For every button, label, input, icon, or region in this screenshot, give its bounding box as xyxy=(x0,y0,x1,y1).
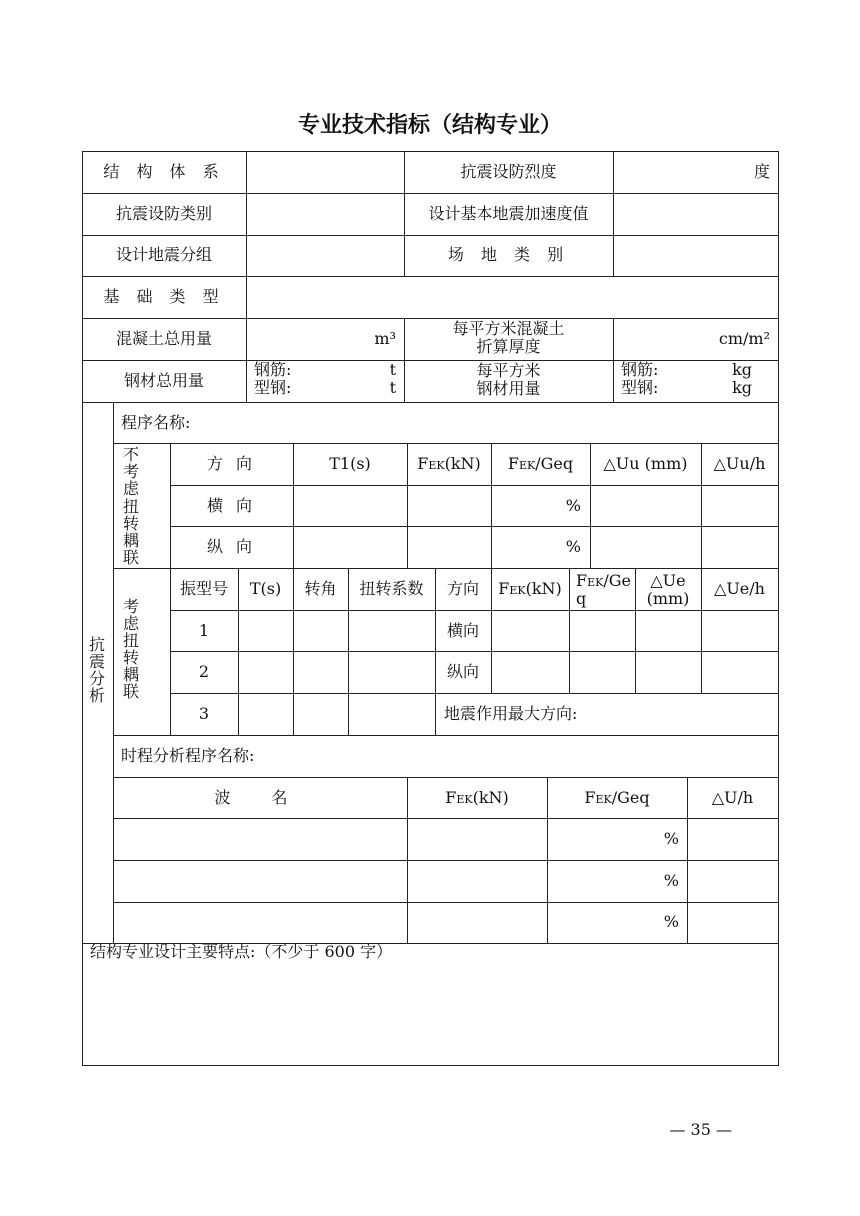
fek-f-3: F xyxy=(498,579,510,598)
mode-3: 3 xyxy=(198,704,210,723)
label-rebar-2: 钢筋: xyxy=(621,360,659,379)
col-duh: △Uu/h xyxy=(713,454,766,473)
col-due-b: (mm) xyxy=(646,589,690,608)
fek-f-5: F xyxy=(445,788,457,807)
fek-geq2-b: q xyxy=(576,589,587,608)
label-rebar: 钢筋: xyxy=(254,360,292,379)
col-fek-geq3 xyxy=(547,789,687,809)
dir-horizontal: 横向 xyxy=(446,621,479,640)
row-horizontal: 横 向 xyxy=(206,496,257,515)
fek-unit: kN) xyxy=(450,454,481,473)
mode-2: 2 xyxy=(198,662,210,681)
col-due-a: △Ue xyxy=(650,571,686,590)
row-vertical: 纵 向 xyxy=(206,537,257,556)
fek-sub-2: EK xyxy=(518,459,536,472)
col-fek-geq xyxy=(491,455,590,475)
label-concrete-thickness: 折算厚度 xyxy=(476,337,541,356)
page-title: 专业技术指标（结构专业） xyxy=(297,113,562,138)
label-site-class: 场 地 类 别 xyxy=(447,245,570,264)
fek-geq3-text: /Geq xyxy=(611,788,650,807)
col-angle: 转角 xyxy=(304,579,337,598)
unit-section-kg: kg xyxy=(732,378,752,397)
col-t: T(s) xyxy=(249,579,282,598)
label-steel-amount: 钢材用量 xyxy=(476,379,541,398)
col-t1: T1(s) xyxy=(329,454,371,473)
label-torsion: 考虑扭转耦联 xyxy=(122,597,139,701)
label-seismic-group: 设计地震分组 xyxy=(115,245,212,264)
label-seismic-analysis: 抗震分析 xyxy=(88,635,105,705)
fek-f-4: F xyxy=(576,571,588,590)
label-concrete-total: 混凝土总用量 xyxy=(115,329,212,348)
label-steel-total: 钢材总用量 xyxy=(123,371,204,390)
fek-f: F xyxy=(417,454,429,473)
fek-sub: EK xyxy=(428,459,445,472)
unit-rebar-kg: kg xyxy=(732,360,752,379)
col-torsion-coef: 扭转系数 xyxy=(359,579,424,598)
mode-1: 1 xyxy=(198,621,210,640)
fek-open: ( xyxy=(444,454,451,473)
fek-f-2: F xyxy=(507,454,519,473)
col-fek2 xyxy=(491,580,569,600)
fek-geq2-a: /Ge xyxy=(603,571,631,590)
unit-intensity: 度 xyxy=(753,162,770,181)
label-structure-system: 结 构 体 系 xyxy=(103,162,225,181)
fek-unit-3: kN) xyxy=(531,579,562,598)
pct-wave-1: % xyxy=(663,829,679,848)
pct-horizontal: % xyxy=(565,496,581,515)
col-direction: 方 向 xyxy=(206,454,257,473)
label-seismic-category: 抗震设防类别 xyxy=(115,204,212,223)
dir-vertical: 纵向 xyxy=(446,662,479,681)
fek-open-5: ( xyxy=(472,788,479,807)
label-program-name: 程序名称: xyxy=(121,413,191,432)
col-wave-name: 波 名 xyxy=(214,788,306,807)
unit-rebar-t: t xyxy=(389,360,396,379)
unit-section-t: t xyxy=(389,378,396,397)
pct-vertical: % xyxy=(565,537,581,556)
pct-wave-2: % xyxy=(663,871,679,890)
label-design-features: 结构专业设计主要特点:（不少于 600 字） xyxy=(90,942,393,961)
col-fek xyxy=(407,455,491,475)
label-seismic-intensity: 抗震设防烈度 xyxy=(460,162,557,181)
fek-sub-4: EK xyxy=(587,576,604,589)
label-steel-per-sqm: 每平方米 xyxy=(476,361,541,380)
label-foundation-type: 基 础 类 型 xyxy=(103,287,225,306)
fek-unit-5: kN) xyxy=(478,788,509,807)
label-section-steel-2: 型钢: xyxy=(621,378,659,397)
col-dir2: 方向 xyxy=(446,579,479,598)
label-no-torsion: 不考虑扭转耦联 xyxy=(122,445,139,568)
fek-sub-3: EK xyxy=(509,584,526,597)
col-fek3 xyxy=(407,789,547,809)
fek-sub-5: EK xyxy=(456,793,473,806)
col-mode: 振型号 xyxy=(179,579,228,598)
fek-open-3: ( xyxy=(525,579,532,598)
label-section-steel: 型钢: xyxy=(254,378,292,397)
fek-sub-6: EK xyxy=(595,793,612,806)
pct-wave-3: % xyxy=(663,912,679,931)
col-dueh: △Ue/h xyxy=(714,579,765,598)
col-du: △Uu (mm) xyxy=(603,454,688,473)
label-time-history: 时程分析程序名称: xyxy=(121,746,255,765)
unit-concrete: m³ xyxy=(374,329,396,348)
label-concrete-per-sqm: 每平方米混凝土 xyxy=(452,319,565,338)
fek-geq-text: /Geq xyxy=(535,454,574,473)
max-direction: 地震作用最大方向: xyxy=(444,704,578,723)
page-number: — 35 — xyxy=(669,1120,732,1139)
fek-f-6: F xyxy=(584,788,596,807)
col-uh: △U/h xyxy=(711,788,754,807)
label-design-accel: 设计基本地震加速度值 xyxy=(428,204,589,223)
unit-concrete-per-sqm: cm/m² xyxy=(718,329,770,348)
